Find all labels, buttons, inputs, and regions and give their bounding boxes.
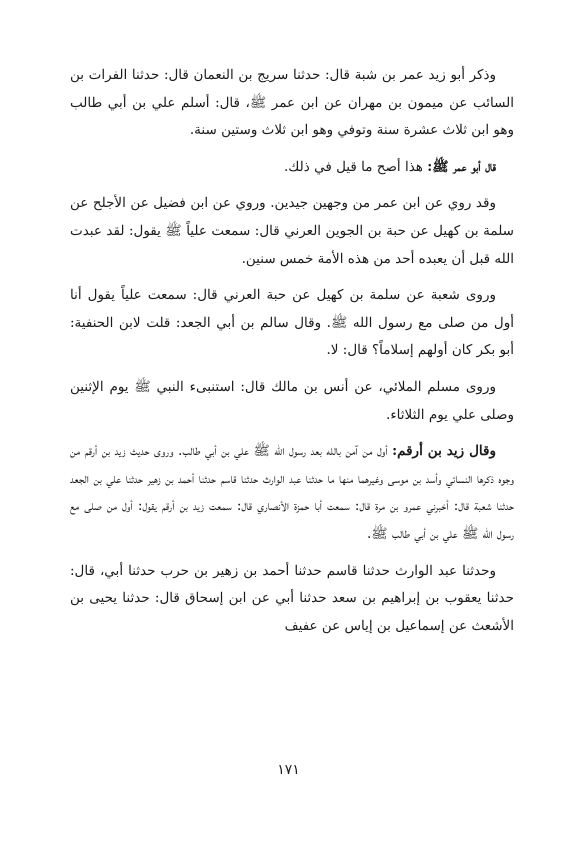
paragraph-7 — [70, 558, 514, 641]
paragraph-4-text: وروى شعبة عن سلمة بن كهيل عن حبة العرني قال: سمعت علياً يقول أنا أول من صلى مع رسول الله ﷺ. وقال سالم بن أبي الجعد: قلت لابن الحنفية: أبو بكر كان أولهم إسلاماً؟ قال: لا. — [70, 287, 514, 359]
body-text — [70, 62, 514, 649]
paragraph-1 — [70, 62, 514, 145]
paragraph-6-lead: وقال زيد بن أرقم: — [392, 443, 496, 460]
paragraph-7-text: وحدثنا عبد الوارث حدثنا قاسم حدثنا أحمد بن زهير بن حرب حدثنا أبي، قال: حدثنا يعقوب بن إبراهيم بن سعد حدثنا أبي عن ابن إسحاق قال: حدثنا يحيى بن الأشعث عن إسماعيل بن إياس عن عفيف — [70, 562, 514, 634]
paragraph-6-text: أول من آمن بالله بعد رسول الله ﷺ علي بن أبي طالب. وروى حديث زيد بن أرقم من وجوه ذكرها النسائي وأسد بن موسى وغيرهما منها ما حدثنا عبد الوارث حدثنا قاسم حدثنا أحمد بن زهير حدثنا علي بن الجعد حدثنا شعبة قال: أخبرني عمرو بن مرة قال: سمعت أبا حمزة الأنصاري قال: سمعت زيد بن أرقم يقول: أول من صلى مع رسول الله ﷺ علي بن أبي طالب ﷺ. — [70, 443, 514, 542]
paragraph-5-text: وروى مسلم الملائي، عن أنس بن مالك قال: استنبىء النبي ﷺ يوم الإثنين وصلى علي يوم الثلاثاء. — [70, 378, 514, 423]
paragraph-4 — [70, 282, 514, 365]
page-number: ١٧١ — [277, 762, 300, 778]
paragraph-2 — [70, 154, 514, 182]
paragraph-3-text: وقد روي عن ابن عمر من وجهين جيدين. وروي عن ابن فضيل عن الأجلح عن سلمة بن كهيل عن حبة بن الجوين العرني قال: سمعت علياً ﷺ يقول: لقد عبدت الله قبل أن يعبده أحد من هذه الأمة خمس سنين. — [70, 195, 514, 267]
paragraph-6 — [70, 438, 514, 548]
paragraph-1-text: وذكر أبو زيد عمر بن شبة قال: حدثنا سريج بن النعمان قال: حدثنا الفرات بن السائب عن ميمون بن مهران عن ابن عمر ﷺ، قال: أسلم علي بن أبي طالب وهو ابن ثلاث عشرة سنة وتوفي وهو ابن ثلاث وستين سنة. — [70, 67, 514, 139]
paragraph-5 — [70, 374, 514, 429]
paragraph-3 — [70, 190, 514, 273]
paragraph-2-text: هذا أصح ما قيل في ذلك. — [283, 158, 428, 175]
paragraph-2-lead: قال أبو عمر ﷺ: — [427, 158, 496, 175]
